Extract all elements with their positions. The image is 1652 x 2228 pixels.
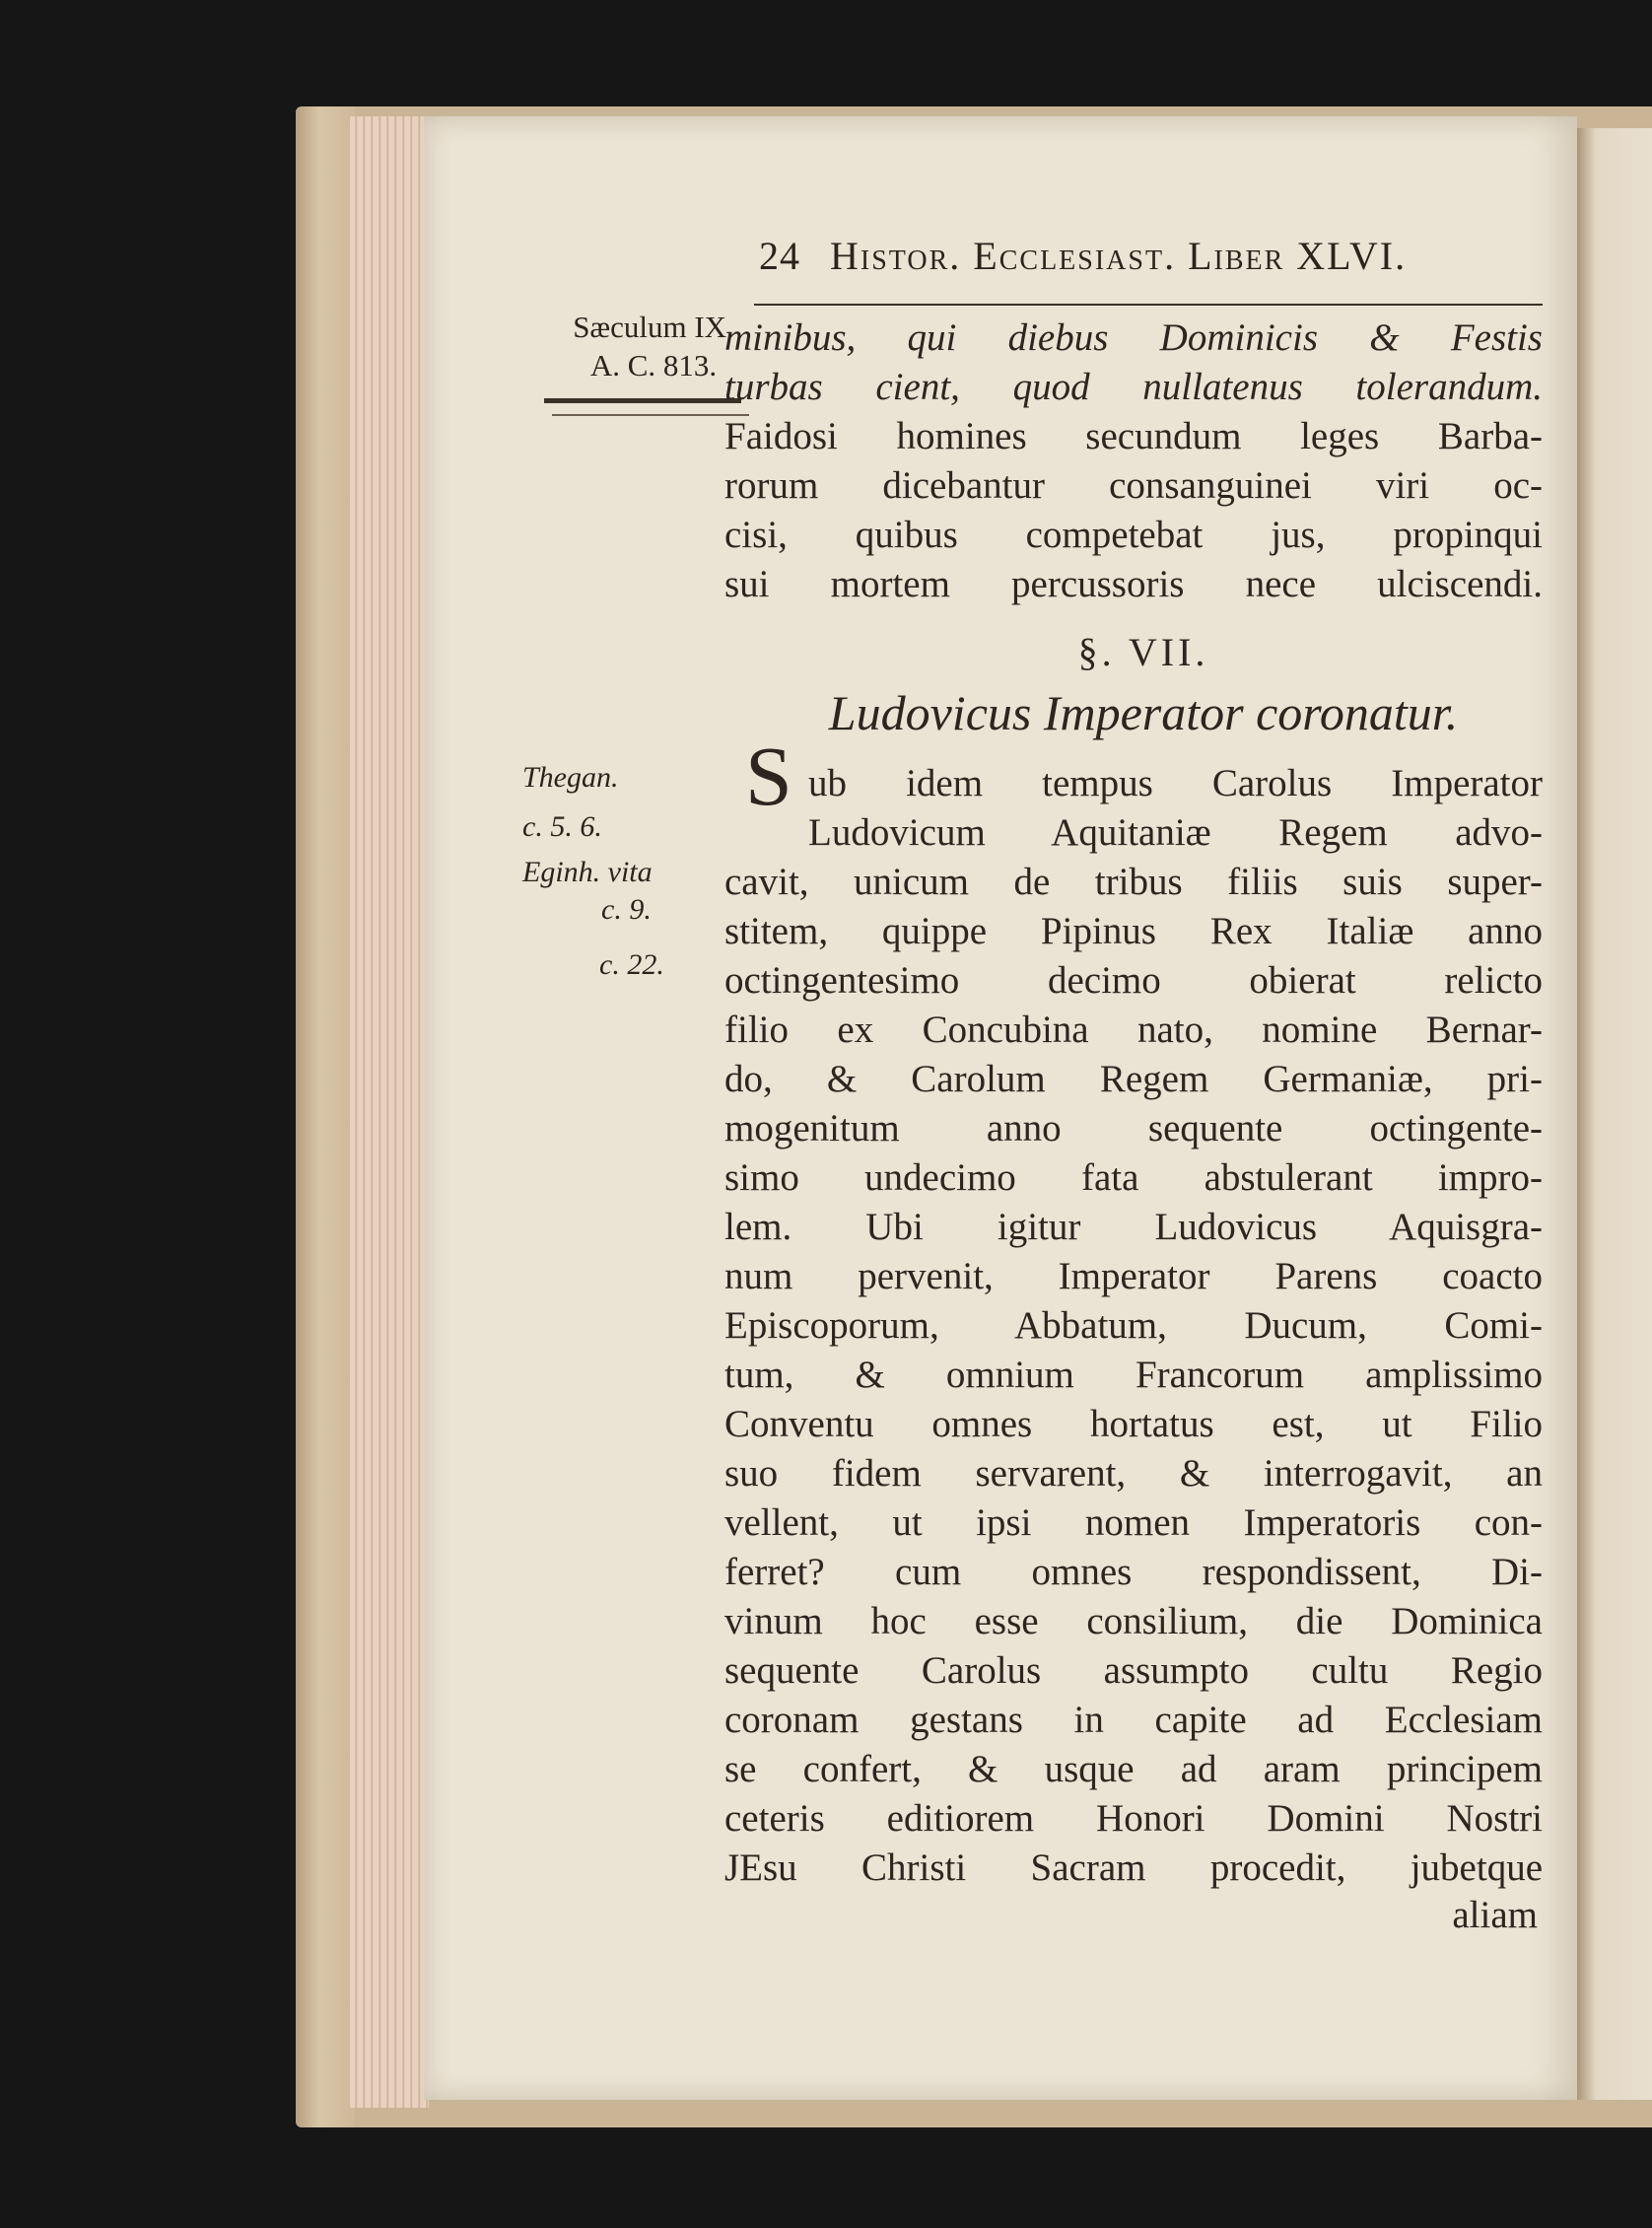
text-line: Episcoporum, Abbatum, Ducum, Comi- [724,1304,1543,1347]
text-line: turbas cient, quod nullatenus tolerandum. [724,366,1543,408]
text-line: Ludovicum Aquitaniæ Regem advo- [808,811,1543,854]
page-number: 24 [759,234,800,278]
catchword: aliam [1452,1894,1538,1936]
margin-rule [544,398,741,403]
text-line: Faidosi homines secundum leges Barba- [724,415,1543,457]
text-line: simo undecimo fata abstulerant impro- [724,1156,1543,1199]
margin-rule-thin [552,414,749,416]
text-line: se confert, & usque ad aram principem [724,1748,1543,1790]
text-line: cisi, quibus competebat jus, propinqui [724,514,1543,556]
header-rule [754,304,1543,306]
text-line: suo fidem servarent, & interrogavit, an [724,1452,1543,1495]
text-line: tum, & omnium Francorum amplissimo [724,1354,1543,1396]
margin-year: A. C. 813. [589,348,718,383]
main-paragraph [724,858,1543,1893]
text-line: ferret? cum omnes respondissent, Di- [724,1551,1543,1593]
sidenote: c. 5. 6. [522,810,602,843]
text-line: octingentesimo decimo obierat relicto [724,959,1543,1002]
text-line: coronam gestans in capite ad Ecclesiam [724,1699,1543,1741]
text-line: stitem, quippe Pipinus Rex Italiæ anno [724,910,1543,952]
running-title: Histor. Ecclesiast. Liber XLVI. [830,234,1408,278]
drop-capital: S [745,729,792,823]
text-line: do, & Carolum Regem Germaniæ, pri- [724,1058,1543,1100]
sidenote: Thegan. [522,761,619,794]
sidenote: c. 22. [599,948,664,981]
text-line: minibus, qui diebus Dominicis & Festis [724,316,1543,359]
facing-page-edge [1577,128,1652,2100]
text-line: lem. Ubi igitur Ludovicus Aquisgra- [724,1206,1543,1248]
text-line: cavit, unicum de tribus filiis suis super- [724,861,1543,903]
text-line: sui mortem percussoris nece ulciscendi. [724,563,1543,605]
section-number: §. VII. [1077,630,1209,674]
text-line: vinum hoc esse consilium, die Dominica [724,1600,1543,1642]
text-line: mogenitum anno sequente octingente- [724,1107,1543,1149]
text-line: Conventu omnes hortatus est, ut Filio [724,1403,1543,1445]
book-spine [296,106,355,2127]
text-line: num pervenit, Imperator Parens coacto [724,1255,1543,1297]
sidenote: c. 9. [601,893,652,926]
text-line: JEsu Christi Sacram procedit, jubetque [724,1846,1543,1889]
text-line: ceteris editiorem Honori Domini Nostri [724,1797,1543,1840]
text-line: ub idem tempus Carolus Imperator [808,762,1543,804]
text-line: rorum dicebantur consanguinei viri oc- [724,464,1543,507]
sidenote: Eginh. vita [522,856,653,888]
margin-seculum: Sæculum IX. [573,310,734,344]
main-paragraph-indent [808,759,1543,858]
section-heading: Ludovicus Imperator coronatur. [828,685,1459,740]
text-line: vellent, ut ipsi nomen Imperatoris con- [724,1501,1543,1544]
text-line: sequente Carolus assumpto cultu Regio [724,1649,1543,1692]
text-line: filio ex Concubina nato, nomine Bernar- [724,1009,1543,1051]
page-edges [350,116,429,2108]
running-header [759,233,1542,292]
intro-paragraph [724,313,1543,609]
